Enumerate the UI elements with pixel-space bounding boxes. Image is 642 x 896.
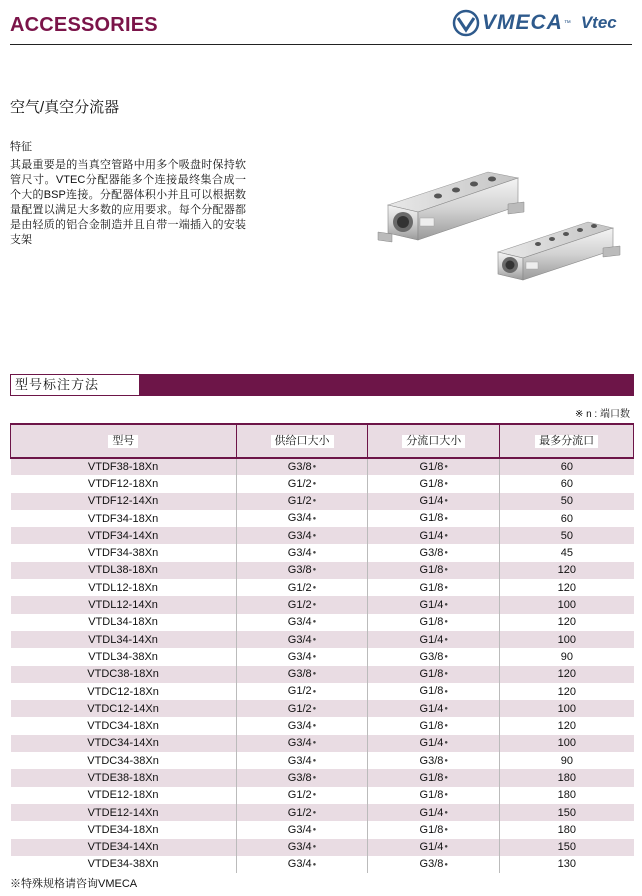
cell-branch-port-text: G1/8 [419, 720, 444, 733]
cell-branch-port [368, 493, 500, 510]
cell-max-branches [500, 717, 634, 734]
manifold-product-image [358, 160, 634, 298]
cell-supply-port [236, 648, 368, 665]
cell-supply-port-text: G1/2 [287, 685, 312, 698]
cell-branch-port [368, 648, 500, 665]
cell-max-branches-text: 180 [557, 823, 577, 836]
cell-supply-port [236, 752, 368, 769]
thread-mark-icon: ● [444, 826, 449, 833]
thread-mark-icon: ● [312, 464, 317, 471]
cell-max-branches-text: 60 [560, 512, 573, 525]
table-row [11, 717, 634, 734]
cell-supply-port-text: G1/2 [287, 789, 312, 802]
cell-max-branches-text: 180 [557, 789, 577, 802]
large-manifold [378, 172, 524, 242]
table-row [11, 683, 634, 700]
cell-branch-port [368, 527, 500, 544]
thread-mark-icon: ● [444, 464, 449, 471]
cell-branch-port-text: G1/8 [419, 616, 444, 629]
cell-max-branches [500, 527, 634, 544]
thread-mark-icon: ● [444, 636, 449, 643]
cell-model [11, 700, 237, 717]
cell-model-text: VTDE34-14Xn [87, 841, 159, 854]
footnote: ※特殊规格请咨询VMECA [10, 878, 138, 890]
thread-mark-icon: ● [444, 532, 449, 539]
cell-model [11, 648, 237, 665]
cell-model-text: VTDE38-18Xn [87, 771, 159, 784]
thread-mark-icon: ● [444, 602, 449, 609]
cell-branch-port-text: G1/4 [419, 529, 444, 542]
cell-supply-port [236, 631, 368, 648]
brand-trademark: ™ [563, 19, 571, 27]
cell-max-branches [500, 700, 634, 717]
cell-model-text: VTDE34-38Xn [87, 858, 159, 871]
cell-supply-port-text: G3/8 [287, 771, 312, 784]
cell-model [11, 856, 237, 873]
cell-max-branches-text: 60 [560, 477, 573, 490]
cell-model-text: VTDL38-18Xn [88, 564, 158, 577]
cell-model [11, 510, 237, 527]
cell-max-branches [500, 735, 634, 752]
cell-max-branches-text: 50 [560, 495, 573, 508]
cell-model-text: VTDE34-18Xn [87, 823, 159, 836]
table-row [11, 579, 634, 596]
cell-model [11, 683, 237, 700]
cell-supply-port-text: G3/4 [287, 512, 312, 525]
thread-mark-icon: ● [312, 619, 317, 626]
cell-supply-port [236, 510, 368, 527]
cell-max-branches [500, 579, 634, 596]
cell-model-text: VTDL34-18Xn [88, 616, 158, 629]
cell-branch-port-text: G1/8 [419, 477, 444, 490]
brand-name: VMECA [482, 11, 563, 34]
cell-max-branches [500, 839, 634, 856]
table-row [11, 510, 634, 527]
cell-supply-port-text: G3/4 [287, 547, 312, 560]
cell-max-branches [500, 787, 634, 804]
cell-supply-port [236, 804, 368, 821]
cell-branch-port-text: G1/4 [419, 806, 444, 819]
table-row [11, 631, 634, 648]
cell-max-branches-text: 100 [557, 599, 577, 612]
thread-mark-icon: ● [312, 844, 317, 851]
cell-supply-port [236, 527, 368, 544]
cell-model-text: VTDL34-14Xn [88, 633, 158, 646]
cell-model-text: VTDF34-18Xn [87, 512, 159, 525]
cell-supply-port-text: G3/4 [287, 633, 312, 646]
table-row [11, 544, 634, 561]
cell-supply-port [236, 769, 368, 786]
cell-model-text: VTDF12-18Xn [87, 477, 159, 490]
cell-branch-port [368, 579, 500, 596]
thread-mark-icon: ● [444, 515, 449, 522]
cell-branch-port [368, 562, 500, 579]
cell-branch-port-text: G1/8 [419, 564, 444, 577]
cell-max-branches [500, 804, 634, 821]
cell-max-branches [500, 510, 634, 527]
cell-supply-port [236, 717, 368, 734]
cell-model [11, 821, 237, 838]
table-row [11, 648, 634, 665]
thread-mark-icon: ● [312, 567, 317, 574]
thread-mark-icon: ● [312, 809, 317, 816]
cell-max-branches-text: 100 [557, 702, 577, 715]
cell-branch-port [368, 596, 500, 613]
cell-model [11, 717, 237, 734]
cell-max-branches-text: 120 [557, 616, 577, 629]
thread-mark-icon: ● [312, 653, 317, 660]
cell-supply-port-text: G1/2 [287, 581, 312, 594]
cell-model [11, 735, 237, 752]
cell-max-branches-text: 120 [557, 668, 577, 681]
cell-supply-port [236, 683, 368, 700]
cell-supply-port [236, 544, 368, 561]
vmeca-logo-icon [452, 9, 480, 37]
thread-mark-icon: ● [444, 792, 449, 799]
cell-model-text: VTDC34-18Xn [87, 720, 159, 733]
port-count-note: ※ n : 端口数 [574, 409, 630, 420]
cell-supply-port-text: G3/8 [287, 461, 312, 474]
cell-supply-port [236, 596, 368, 613]
cell-max-branches [500, 769, 634, 786]
cell-model-text: VTDF38-18Xn [87, 461, 159, 474]
cell-branch-port-text: G1/4 [419, 841, 444, 854]
thread-mark-icon: ● [312, 532, 317, 539]
table-row [11, 527, 634, 544]
table-row [11, 458, 634, 475]
model-spec-table [10, 423, 634, 873]
section-label: 型号标注方法 [10, 374, 140, 396]
cell-max-branches-text: 90 [560, 754, 573, 767]
cell-max-branches [500, 856, 634, 873]
thread-mark-icon: ● [444, 480, 449, 487]
thread-mark-icon: ● [444, 550, 449, 557]
cell-branch-port-text: G1/4 [419, 633, 444, 646]
cell-model-text: VTDF34-38Xn [87, 547, 159, 560]
cell-supply-port-text: G1/2 [287, 702, 312, 715]
cell-supply-port [236, 839, 368, 856]
thread-mark-icon: ● [444, 619, 449, 626]
cell-branch-port-text: G1/8 [419, 512, 444, 525]
cell-max-branches-text: 120 [557, 564, 577, 577]
cell-max-branches-text: 120 [557, 685, 577, 698]
thread-mark-icon: ● [312, 740, 317, 747]
cell-supply-port-text: G3/4 [287, 737, 312, 750]
cell-model-text: VTDC12-14Xn [87, 702, 159, 715]
header-supply-port: 供给口大小 [236, 424, 368, 458]
cell-branch-port [368, 735, 500, 752]
table-row [11, 475, 634, 492]
cell-model [11, 596, 237, 613]
cell-max-branches-text: 50 [560, 529, 573, 542]
cell-supply-port-text: G3/4 [287, 650, 312, 663]
table-row [11, 839, 634, 856]
cell-max-branches-text: 180 [557, 771, 577, 784]
cell-supply-port [236, 856, 368, 873]
thread-mark-icon: ● [444, 757, 449, 764]
cell-branch-port [368, 839, 500, 856]
thread-mark-icon: ● [312, 723, 317, 730]
cell-model [11, 458, 237, 475]
cell-model [11, 787, 237, 804]
cell-max-branches-text: 130 [557, 858, 577, 871]
thread-mark-icon: ● [444, 705, 449, 712]
cell-model [11, 475, 237, 492]
cell-max-branches-text: 120 [557, 581, 577, 594]
cell-max-branches-text: 100 [557, 737, 577, 750]
cell-supply-port [236, 562, 368, 579]
cell-branch-port [368, 631, 500, 648]
cell-supply-port [236, 458, 368, 475]
cell-max-branches-text: 45 [560, 547, 573, 560]
cell-branch-port-text: G3/8 [419, 547, 444, 560]
cell-model-text: VTDL12-14Xn [88, 599, 158, 612]
cell-model-text: VTDF12-14Xn [87, 495, 159, 508]
cell-branch-port-text: G3/8 [419, 650, 444, 663]
cell-model-text: VTDE12-18Xn [87, 789, 159, 802]
thread-mark-icon: ● [444, 671, 449, 678]
cell-max-branches [500, 752, 634, 769]
thread-mark-icon: ● [312, 498, 317, 505]
cell-supply-port [236, 579, 368, 596]
cell-branch-port [368, 510, 500, 527]
cell-branch-port [368, 666, 500, 683]
cell-supply-port-text: G1/2 [287, 598, 312, 611]
table-header-row [11, 424, 634, 458]
cell-model [11, 769, 237, 786]
cell-model [11, 527, 237, 544]
cell-supply-port [236, 493, 368, 510]
brand-logo [452, 8, 634, 38]
cell-branch-port [368, 717, 500, 734]
cell-max-branches-text: 150 [557, 806, 577, 819]
thread-mark-icon: ● [444, 567, 449, 574]
cell-branch-port-text: G1/8 [419, 685, 444, 698]
thread-mark-icon: ● [312, 757, 317, 764]
thread-mark-icon: ● [312, 705, 317, 712]
cell-branch-port [368, 856, 500, 873]
cell-max-branches-text: 150 [557, 841, 577, 854]
table-row [11, 493, 634, 510]
cell-supply-port [236, 735, 368, 752]
cell-branch-port-text: G1/4 [419, 495, 444, 508]
thread-mark-icon: ● [444, 740, 449, 747]
cell-branch-port-text: G1/4 [419, 702, 444, 715]
cell-branch-port [368, 683, 500, 700]
header-model: 型号 [11, 424, 237, 458]
cell-model [11, 839, 237, 856]
cell-model [11, 804, 237, 821]
cell-branch-port-text: G1/8 [419, 461, 444, 474]
cell-model [11, 544, 237, 561]
thread-mark-icon: ● [312, 550, 317, 557]
thread-mark-icon: ● [444, 844, 449, 851]
cell-supply-port-text: G3/4 [287, 841, 312, 854]
cell-branch-port [368, 700, 500, 717]
cell-max-branches [500, 458, 634, 475]
cell-branch-port-text: G1/8 [419, 823, 444, 836]
cell-max-branches-text: 120 [557, 720, 577, 733]
cell-model-text: VTDE12-14Xn [87, 806, 159, 819]
thread-mark-icon: ● [312, 688, 317, 695]
cell-model-text: VTDC38-18Xn [87, 668, 159, 681]
table-row [11, 821, 634, 838]
cell-max-branches [500, 648, 634, 665]
thread-mark-icon: ● [312, 861, 317, 868]
cell-branch-port [368, 458, 500, 475]
table-row [11, 596, 634, 613]
table-row [11, 752, 634, 769]
cell-branch-port-text: G1/8 [419, 668, 444, 681]
thread-mark-icon: ● [312, 792, 317, 799]
cell-model [11, 666, 237, 683]
table-row [11, 804, 634, 821]
thread-mark-icon: ● [444, 723, 449, 730]
cell-max-branches-text: 90 [560, 650, 573, 663]
thread-mark-icon: ● [444, 653, 449, 660]
cell-max-branches [500, 596, 634, 613]
table-row [11, 735, 634, 752]
cell-max-branches-text: 100 [557, 633, 577, 646]
cell-branch-port-text: G1/8 [419, 581, 444, 594]
cell-branch-port [368, 475, 500, 492]
cell-supply-port [236, 821, 368, 838]
cell-model [11, 493, 237, 510]
cell-supply-port-text: G3/8 [287, 668, 312, 681]
cell-supply-port [236, 700, 368, 717]
cell-supply-port [236, 666, 368, 683]
header-divider [10, 44, 632, 45]
table-row [11, 787, 634, 804]
cell-model [11, 614, 237, 631]
header-max-branches: 最多分流口 [500, 424, 634, 458]
cell-supply-port-text: G3/8 [287, 564, 312, 577]
table-row [11, 856, 634, 873]
thread-mark-icon: ● [312, 480, 317, 487]
small-manifold [498, 222, 620, 280]
cell-model-text: VTDC12-18Xn [87, 685, 159, 698]
cell-model-text: VTDC34-38Xn [87, 754, 159, 767]
thread-mark-icon: ● [444, 775, 449, 782]
cell-max-branches [500, 821, 634, 838]
cell-max-branches [500, 683, 634, 700]
cell-supply-port-text: G3/4 [287, 823, 312, 836]
cell-supply-port [236, 787, 368, 804]
cell-max-branches [500, 666, 634, 683]
cell-branch-port [368, 821, 500, 838]
cell-branch-port-text: G3/8 [419, 754, 444, 767]
thread-mark-icon: ● [312, 775, 317, 782]
cell-model-text: VTDL34-38Xn [88, 650, 158, 663]
cell-model-text: VTDF34-14Xn [87, 529, 159, 542]
section-title: ACCESSORIES [10, 14, 158, 36]
cell-branch-port [368, 752, 500, 769]
thread-mark-icon: ● [444, 688, 449, 695]
cell-supply-port [236, 614, 368, 631]
thread-mark-icon: ● [312, 636, 317, 643]
thread-mark-icon: ● [312, 584, 317, 591]
cell-supply-port-text: G1/2 [287, 806, 312, 819]
cell-max-branches [500, 562, 634, 579]
table-row [11, 700, 634, 717]
header-branch-port: 分流口大小 [368, 424, 500, 458]
cell-max-branches [500, 614, 634, 631]
cell-branch-port-text: G1/8 [419, 771, 444, 784]
thread-mark-icon: ● [444, 861, 449, 868]
cell-supply-port-text: G3/4 [287, 529, 312, 542]
cell-supply-port-text: G3/4 [287, 720, 312, 733]
cell-supply-port-text: G1/2 [287, 495, 312, 508]
cell-model [11, 579, 237, 596]
cell-max-branches [500, 493, 634, 510]
cell-branch-port [368, 804, 500, 821]
cell-supply-port-text: G3/4 [287, 616, 312, 629]
thread-mark-icon: ● [444, 584, 449, 591]
features-heading: 特征 [10, 141, 32, 153]
cell-max-branches [500, 475, 634, 492]
cell-max-branches [500, 544, 634, 561]
cell-branch-port [368, 769, 500, 786]
cell-model-text: VTDL12-18Xn [88, 581, 158, 594]
cell-supply-port [236, 475, 368, 492]
cell-supply-port-text: G3/4 [287, 754, 312, 767]
cell-model [11, 631, 237, 648]
thread-mark-icon: ● [444, 809, 449, 816]
cell-branch-port [368, 787, 500, 804]
table-body [11, 458, 634, 873]
cell-model [11, 752, 237, 769]
table-row [11, 769, 634, 786]
cell-branch-port-text: G3/8 [419, 858, 444, 871]
table-row [11, 562, 634, 579]
thread-mark-icon: ● [312, 826, 317, 833]
product-title: 空气/真空分流器 [10, 99, 120, 116]
thread-mark-icon: ● [444, 498, 449, 505]
table-row [11, 614, 634, 631]
cell-branch-port-text: G1/4 [419, 598, 444, 611]
thread-mark-icon: ● [312, 515, 317, 522]
brand-secondary: Vtec [580, 13, 617, 32]
cell-branch-port-text: G1/4 [419, 737, 444, 750]
cell-max-branches-text: 60 [560, 461, 573, 474]
cell-branch-port [368, 614, 500, 631]
cell-supply-port-text: G1/2 [287, 477, 312, 490]
cell-branch-port-text: G1/8 [419, 789, 444, 802]
thread-mark-icon: ● [312, 671, 317, 678]
cell-model-text: VTDC34-14Xn [87, 737, 159, 750]
thread-mark-icon: ● [312, 602, 317, 609]
features-description: 其最重要是的当真空管路中用多个吸盘时保持软管尺寸。VTEC分配器能多个连接最终集合成一个大的BSP连接。分配器体积小并且可以根据数量配置以满足大多数的应用要求。每个分配器都是由轻质的铝合金制造并且自带一端插入的安装支架 [10, 159, 246, 246]
cell-supply-port-text: G3/4 [287, 858, 312, 871]
cell-model [11, 562, 237, 579]
cell-max-branches [500, 631, 634, 648]
cell-branch-port [368, 544, 500, 561]
table-row [11, 666, 634, 683]
